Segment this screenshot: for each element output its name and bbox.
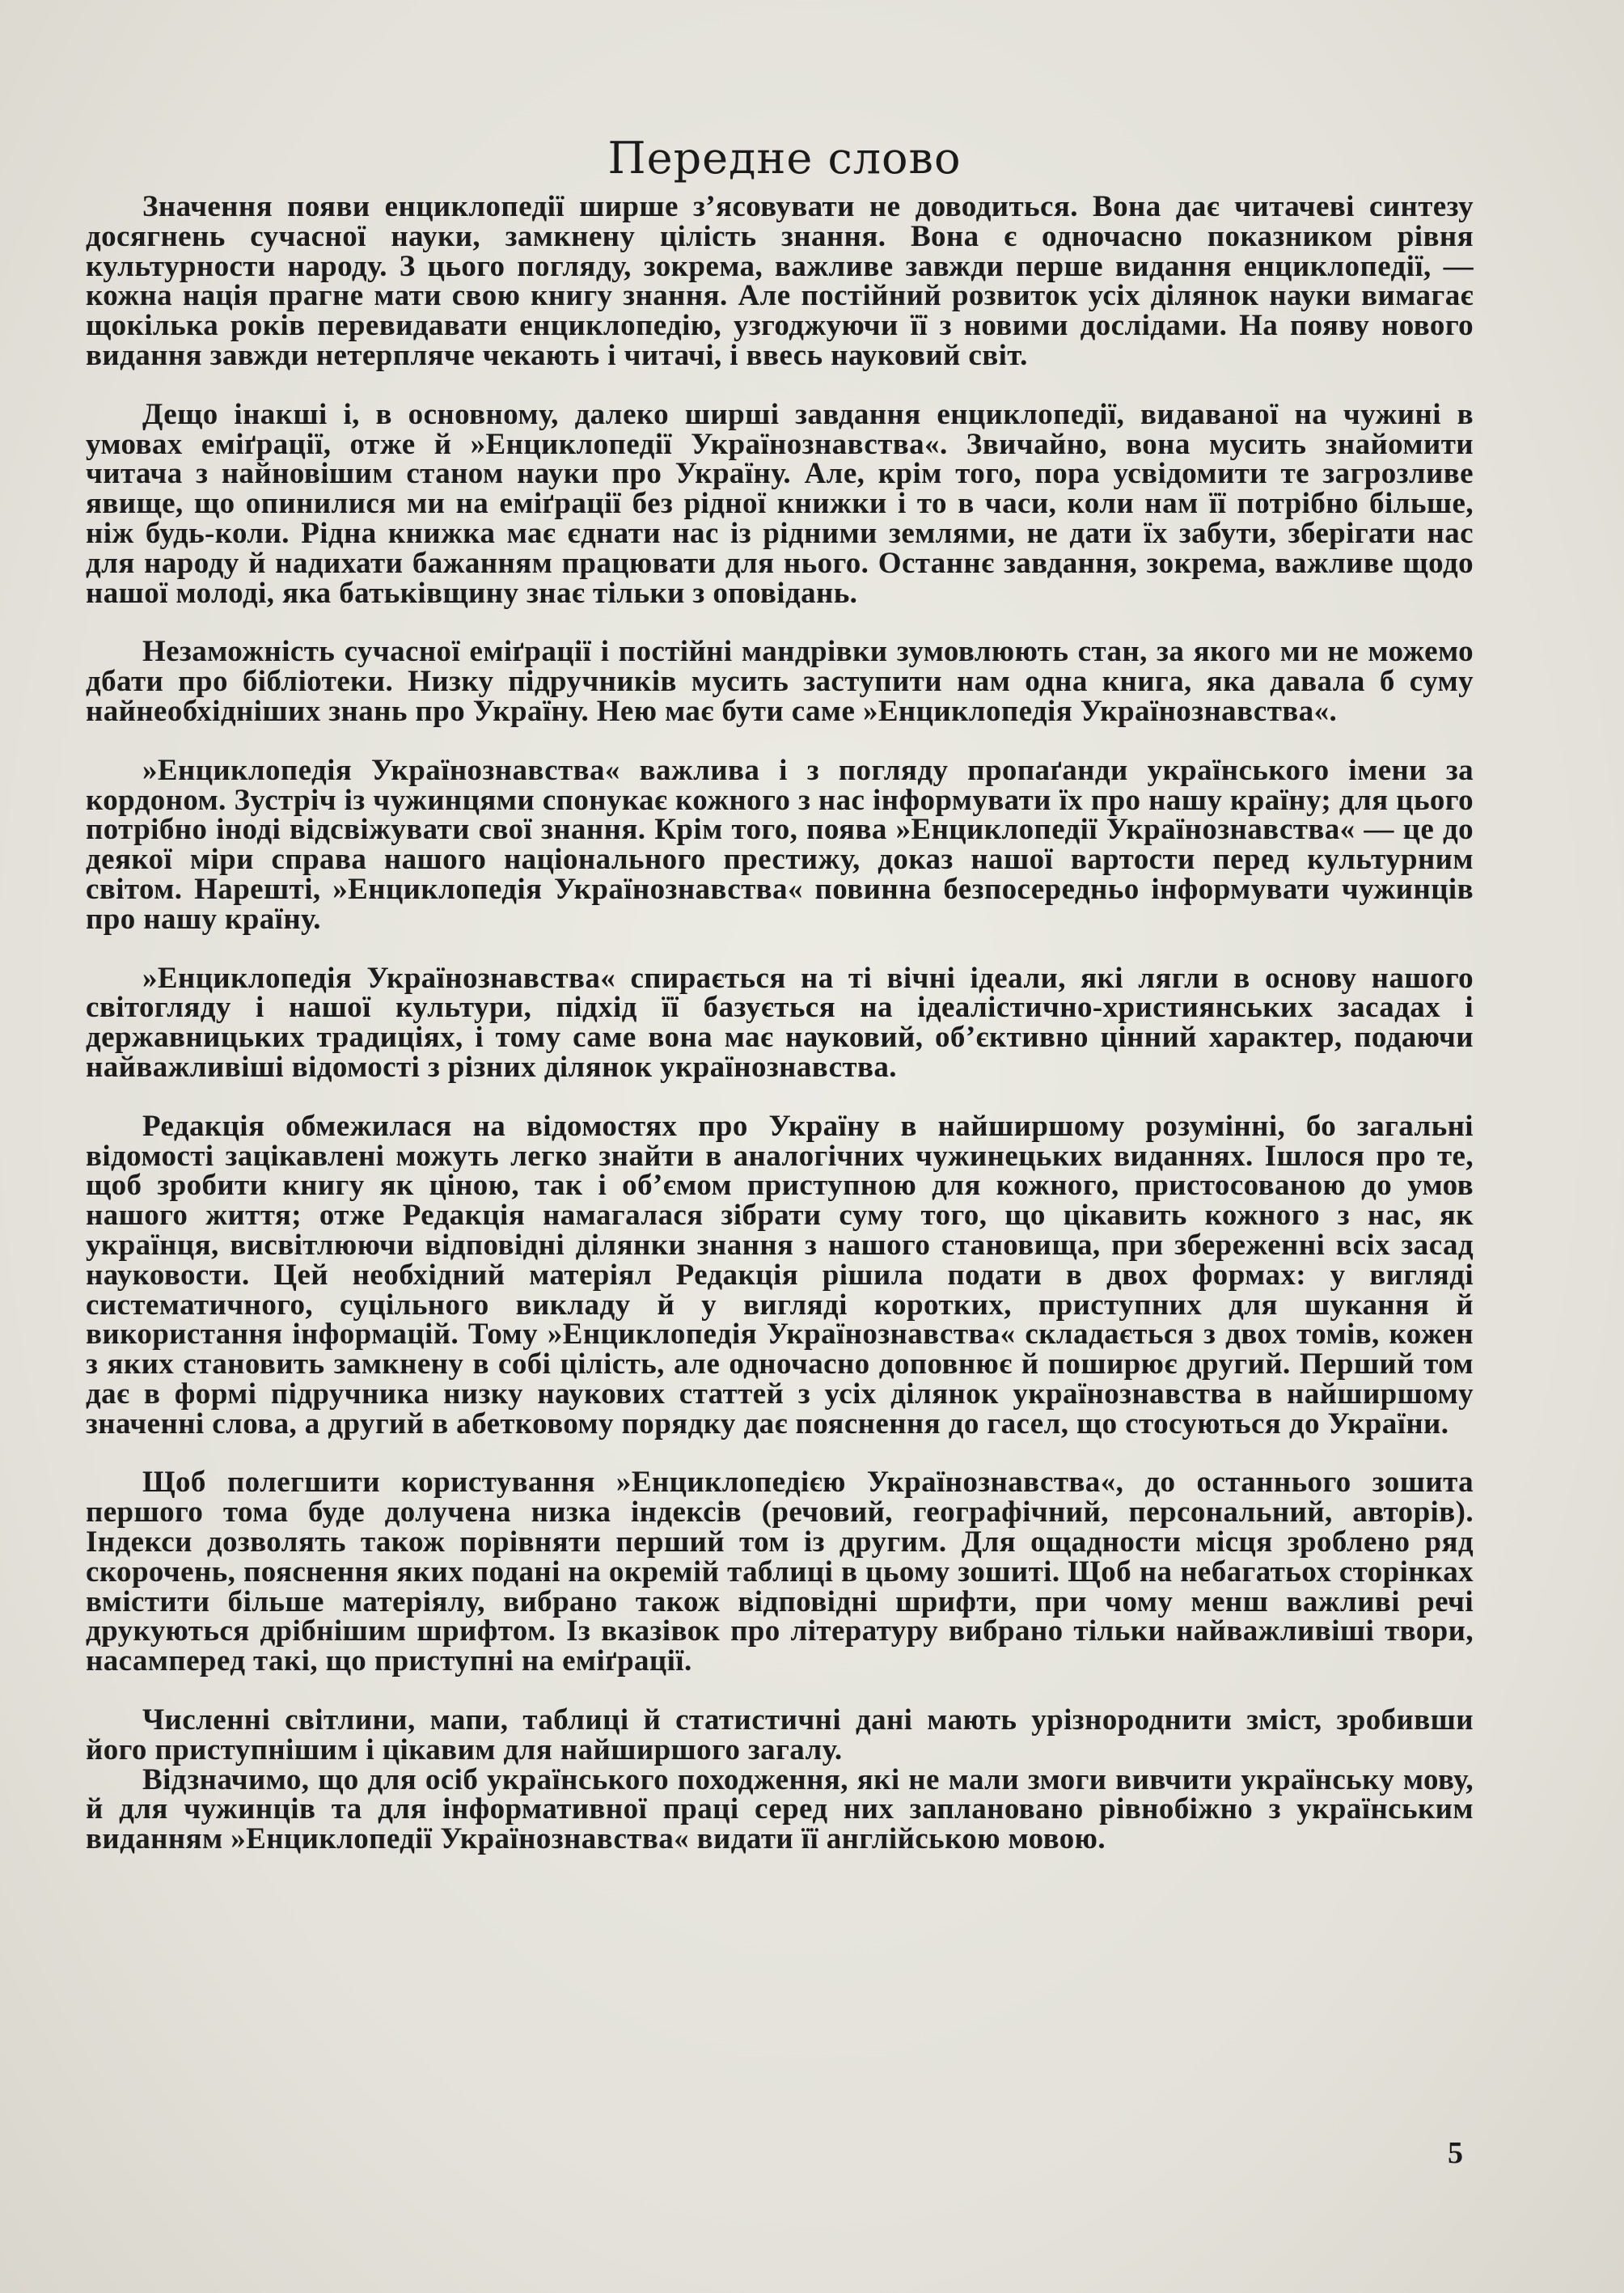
paragraph-4: »Енциклопедія Українознавства« важлива і з погляду пропаґанди українського імени за кордоном. Зустріч із чужинцями спонукає кожного з нас інформувати їх про нашу країну; для цього потрібно іноді відсвіжувати свої знання. Крім того, поява »Енциклопедії Українознавства« — це до деякої міри справа нашого національного престижу, доказ нашої вартости перед культурним світом. Нарешті, »Енциклопедія Українознавства« повинна безпосередньо інформувати чужинців про нашу країну. xyxy=(86,753,1474,936)
paragraph-2: Дещо інакші і, в основному, далеко ширші завдання енциклопедії, видаваної на чужині в умовах еміґрації, отже й »Енциклопедії Українознавства«. Звичайно, вона мусить знайомити читача з найновішим станом науки про Україну. Але, крім того, пора усвідомити те загрозливе явище, що опинилися ми на еміґрації без рідної книжки і то в часи, коли нам її потрібно більше, ніж будь-коли. Рідна книжка має єднати нас із рідними землями, не дати їх забути, зберігати нас для народу й надихати бажанням працювати для нього. Останнє завдання, зокрема, важливе щодо нашої молоді, яка батьківщину знає тільки з оповідань. xyxy=(86,397,1474,610)
paragraph-9: Відзначимо, що для осіб українського походження, які не мали змоги вивчити українську мову, й для чужинців та для інформативної праці серед них заплановано рівнобіжно з українським виданням »Енциклопедії Українознавства« видати її англійською мовою. xyxy=(86,1762,1474,1856)
paragraph-7: Щоб полегшити користування »Енциклопедією Українознавства«, до останнього зошита першого тома буде долучена низка індексів (речовий, географічний, персональний, авторів). Індекси дозволять також порівняти перший том із другим. Для ощадности місця зроблено ряд скорочень, пояснення яких подані на окремій таблиці в цьому зошиті. Щоб на небагатьох сторінках вмістити більше матеріялу, вибрано також відповідні шрифти, при чому менш важливі речі друкуються дрібнішим шрифтом. Із вказівок про літературу вибрано тільки найважливіші твори, насамперед такі, що приступні на еміґрації. xyxy=(86,1466,1474,1678)
foreword-body xyxy=(86,192,1474,1884)
paragraph-1: Значення появи енциклопедії ширше з’ясовувати не доводиться. Вона дає читачеві синтезу досягнень сучасної науки, замкнену цілість знання. Вона є одночасно показником рівня культурности народу. З цього погляду, зокрема, важливе завжди перше видання енциклопедії, — кожна нація прагне мати свою книгу знання. Але постійний розвиток усіх ділянок науки вимагає щокілька років перевидавати енциклопедію, узгоджуючи її з новими дослідами. На появу нового видання завжди нетерпляче чекають і читачі, і ввесь науковий світ. xyxy=(86,190,1474,372)
paragraph-6: Редакція обмежилася на відомостях про Україну в найширшому розумінні, бо загальні відомості зацікавлені можуть легко знайти в аналогічних чужинецьких виданнях. Ішлося про те, щоб зробити книгу як ціною, так і об’ємом приступною для кожного, пристосованою до умов нашого життя; отже Редакція намагалася зібрати суму того, що цікавить кожного з нас, як українця, висвітлюючи відповідні ділянки знання з нашого становища, при збереженні всіх засад науковости. Цей необхідний матеріял Редакція рішила подати в двох формах: у вигляді систематичного, суцільного викладу й у вигляді коротких, приступних для шукання й використання інформацій. Тому »Енциклопедія Українознавства« складається з двох томів, кожен з яких становить замкнену в собі цілість, але одночасно доповнює й поширює другий. Перший том дає в формі підручника низку наукових статтей з усіх ділянок українознавства в найширшому значенні слова, а другий в абетковому порядку дає пояснення до гасел, що стосуються до України. xyxy=(86,1109,1474,1441)
page-number: 5 xyxy=(1448,2136,1463,2170)
page-title: Передне слово xyxy=(607,133,962,184)
paragraph-8: Численні світлини, мапи, таблиці й статистичні дані мають урізнороднити зміст, зробивши його приступнішим і цікавим для найширшого загалу. xyxy=(86,1703,1474,1766)
paragraph-3: Незаможність сучасної еміґрації і постійні мандрівки зумовлюють стан, за якого ми не можемо дбати про бібліотеки. Низку підручників мусить заступити нам одна книга, яка давала б суму найнеобхідніших знань про Україну. Нею має бути саме »Енциклопедія Українознавства«. xyxy=(86,635,1474,728)
paragraph-5: »Енциклопедія Українознавства« спирається на ті вічні ідеали, які лягли в основу нашого світогляду і нашої культури, підхід її базується на ідеалістично-християнських засадах і державницьких традиціях, і тому саме вона має науковий, об’єктивно цінний характер, подаючи найважливіші відомості з різних ділянок українознавства. xyxy=(86,961,1474,1084)
